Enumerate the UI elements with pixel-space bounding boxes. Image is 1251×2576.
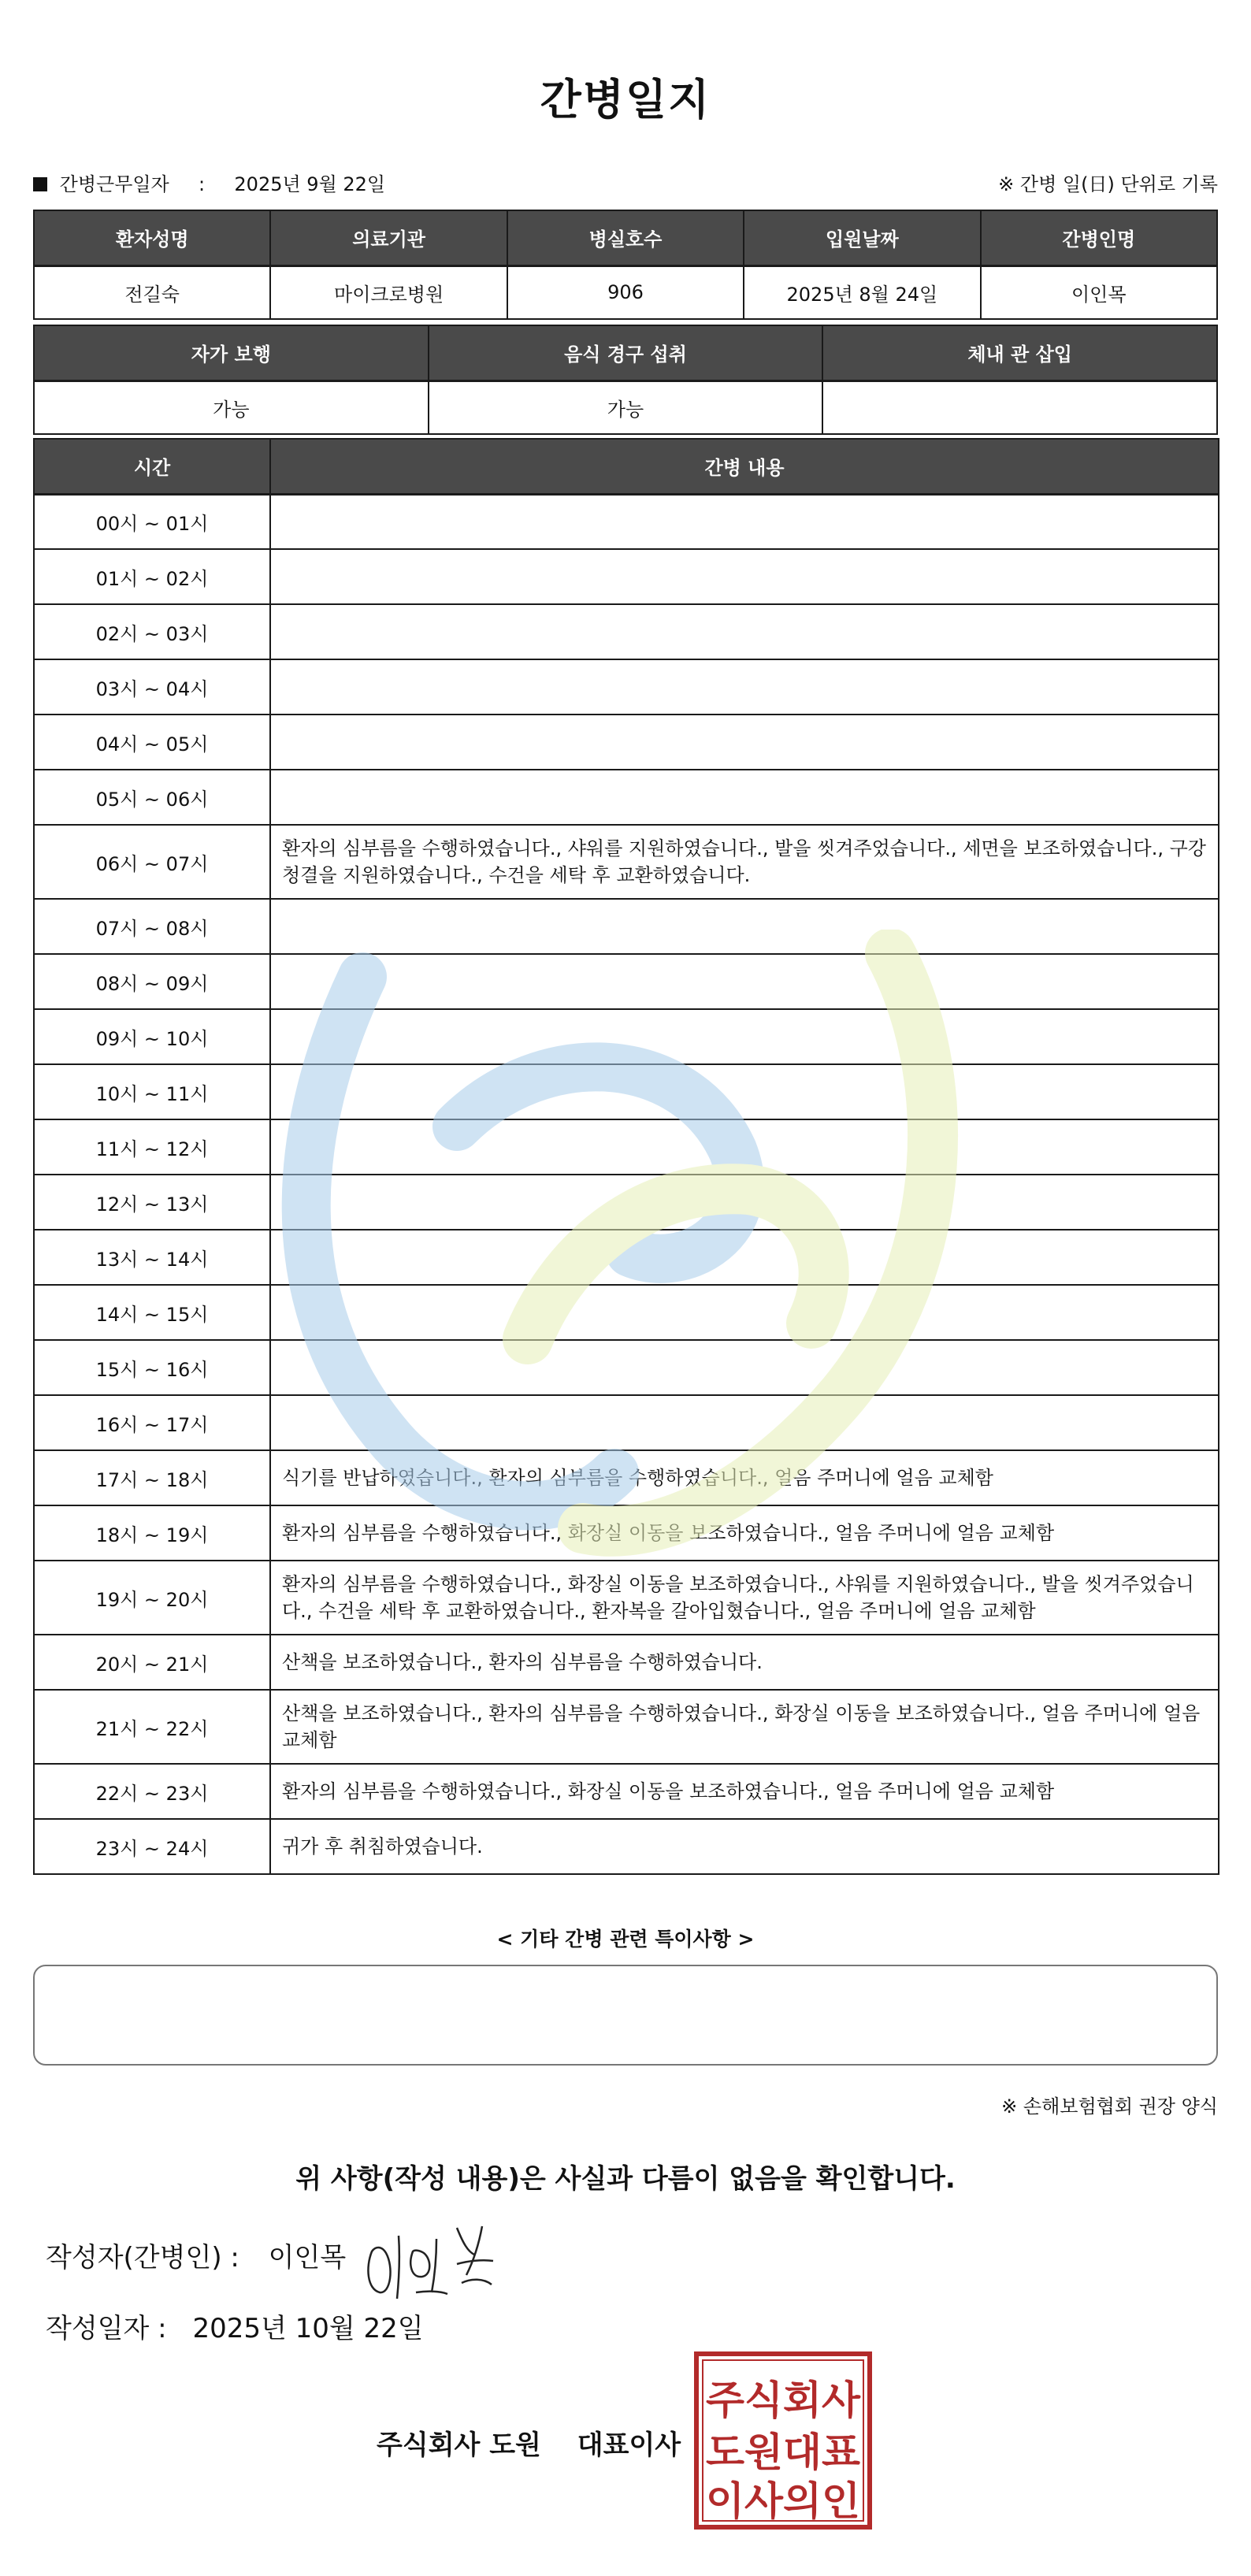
work-date <box>33 169 385 196</box>
row-content: 환자의 심부름을 수행하였습니다., 샤워를 지원하였습니다., 발을 씻겨주었습니다., 세면을 보조하였습니다., 구강청결을 지원하였습니다., 수건을 세탁 후 교환하였습니다. <box>270 825 1219 899</box>
writer-line <box>46 2236 346 2274</box>
admission-date: 2025년 8월 24일 <box>744 265 980 319</box>
row-time: 20시 ~ 21시 <box>34 1635 270 1690</box>
tube-insertion-value <box>822 380 1217 434</box>
table-row <box>34 1119 1219 1175</box>
row-content <box>270 549 1219 604</box>
table-row <box>34 1340 1219 1395</box>
row-content: 환자의 심부름을 수행하였습니다., 화장실 이동을 보조하였습니다., 얼음 주머니에 얼음 교체함 <box>270 1505 1219 1561</box>
patient-info-table <box>33 210 1218 320</box>
header-walking: 자가 보행 <box>34 325 429 380</box>
work-date-separator: : <box>199 173 206 195</box>
special-notes-box <box>33 1965 1218 2066</box>
company-seal-stamp <box>693 2351 873 2530</box>
row-time: 06시 ~ 07시 <box>34 825 270 899</box>
row-content <box>270 1230 1219 1285</box>
row-content <box>270 1009 1219 1064</box>
table-row <box>34 659 1219 715</box>
row-content <box>270 1175 1219 1230</box>
row-content: 환자의 심부름을 수행하였습니다., 화장실 이동을 보조하였습니다., 샤워를 지원하였습니다., 발을 씻겨주었습니다., 수건을 세탁 후 교환하였습니다., 환자복을 갈아입혔습니다., 얼음 주머니에 얼음 교체함 <box>270 1561 1219 1635</box>
row-time: 05시 ~ 06시 <box>34 770 270 825</box>
table-row <box>34 1009 1219 1064</box>
table-row <box>34 1285 1219 1340</box>
row-content <box>270 1285 1219 1340</box>
table-row <box>34 1635 1219 1690</box>
hospital-name: 마이크로병원 <box>270 265 507 319</box>
row-time: 01시 ~ 02시 <box>34 549 270 604</box>
row-time: 19시 ~ 20시 <box>34 1561 270 1635</box>
row-time: 15시 ~ 16시 <box>34 1340 270 1395</box>
row-content <box>270 954 1219 1009</box>
row-content: 산책을 보조하였습니다., 환자의 심부름을 수행하였습니다. <box>270 1635 1219 1690</box>
row-content: 환자의 심부름을 수행하였습니다., 화장실 이동을 보조하였습니다., 얼음 주머니에 얼음 교체함 <box>270 1764 1219 1819</box>
document-title: 간병일지 <box>540 75 711 124</box>
header-care-content: 간병 내용 <box>270 439 1219 494</box>
header-time: 시간 <box>34 439 270 494</box>
writer-label: 작성자(간병인) : <box>46 2242 239 2273</box>
row-time: 13시 ~ 14시 <box>34 1230 270 1285</box>
table-row <box>34 1064 1219 1119</box>
table-row <box>34 1505 1219 1561</box>
row-content <box>270 1395 1219 1450</box>
row-time: 07시 ~ 08시 <box>34 899 270 954</box>
company-name: 주식회사 도원 <box>377 2429 541 2461</box>
row-content: 귀가 후 취침하였습니다. <box>270 1819 1219 1874</box>
table-row <box>34 899 1219 954</box>
row-time: 09시 ~ 10시 <box>34 1009 270 1064</box>
header-tube-insertion: 체내 관 삽입 <box>822 325 1217 380</box>
row-content: 산책을 보조하였습니다., 환자의 심부름을 수행하였습니다., 화장실 이동을 보조하였습니다., 얼음 주머니에 얼음 교체함 <box>270 1690 1219 1764</box>
seal-text-line: 도원대표 <box>706 2429 861 2475</box>
row-time: 08시 ~ 09시 <box>34 954 270 1009</box>
table-row <box>34 1175 1219 1230</box>
row-time: 02시 ~ 03시 <box>34 604 270 659</box>
table-row <box>34 494 1219 549</box>
abilities-table <box>33 325 1218 435</box>
company-line <box>377 2423 681 2462</box>
row-time: 04시 ~ 05시 <box>34 715 270 770</box>
patient-name: 전길숙 <box>34 265 270 319</box>
table-row <box>34 1561 1219 1635</box>
oral-intake-value: 가능 <box>429 380 823 434</box>
row-content <box>270 770 1219 825</box>
header-hospital: 의료기관 <box>270 210 507 265</box>
square-bullet-icon <box>33 177 47 191</box>
row-content <box>270 1064 1219 1119</box>
row-content: 식기를 반납하였습니다., 환자의 심부름을 수행하였습니다., 얼음 주머니에 얼음 교체함 <box>270 1450 1219 1505</box>
row-content <box>270 1340 1219 1395</box>
row-content <box>270 604 1219 659</box>
table-row <box>34 954 1219 1009</box>
table-row <box>34 1395 1219 1450</box>
table-row <box>34 549 1219 604</box>
recommend-note: ※ 손해보험협회 권장 양식 <box>1001 2095 1218 2118</box>
row-time: 11시 ~ 12시 <box>34 1119 270 1175</box>
row-time: 22시 ~ 23시 <box>34 1764 270 1819</box>
row-time: 14시 ~ 15시 <box>34 1285 270 1340</box>
seal-text-line: 이사의인 <box>706 2478 860 2524</box>
row-content <box>270 715 1219 770</box>
row-time: 23시 ~ 24시 <box>34 1819 270 1874</box>
table-row <box>34 1819 1219 1874</box>
row-content <box>270 494 1219 549</box>
row-content <box>270 899 1219 954</box>
special-notes-title: < 기타 간병 관련 특이사항 > <box>496 1928 755 1951</box>
room-number: 906 <box>507 265 744 319</box>
row-time: 17시 ~ 18시 <box>34 1450 270 1505</box>
header-oral-intake: 음식 경구 섭취 <box>429 325 823 380</box>
row-time: 10시 ~ 11시 <box>34 1064 270 1119</box>
header-room: 병실호수 <box>507 210 744 265</box>
table-row <box>34 1230 1219 1285</box>
table-row <box>34 770 1219 825</box>
walking-value: 가능 <box>34 380 429 434</box>
header-patient-name: 환자성명 <box>34 210 270 265</box>
table-row <box>34 715 1219 770</box>
confirmation-statement: 위 사항(작성 내용)은 사실과 다름이 없음을 확인합니다. <box>295 2163 956 2195</box>
seal-text-line: 주식회사 <box>706 2377 861 2423</box>
row-time: 16시 ~ 17시 <box>34 1395 270 1450</box>
work-date-label: 간병근무일자 <box>59 173 169 195</box>
table-row <box>34 1450 1219 1505</box>
company-role: 대표이사 <box>577 2429 681 2461</box>
row-content <box>270 1119 1219 1175</box>
table-row <box>34 1690 1219 1764</box>
written-date-label: 작성일자 : <box>46 2313 167 2344</box>
table-row <box>34 1764 1219 1819</box>
writer-name: 이인목 <box>268 2242 347 2273</box>
written-date-line <box>46 2307 424 2345</box>
header-admission-date: 입원날짜 <box>744 210 980 265</box>
care-log-table <box>33 438 1219 1875</box>
header-caregiver: 간병인명 <box>981 210 1217 265</box>
work-date-value: 2025년 9월 22일 <box>234 173 386 195</box>
unit-note: ※ 간병 일(日) 단위로 기록 <box>998 173 1218 195</box>
row-time: 00시 ~ 01시 <box>34 494 270 549</box>
table-row <box>34 825 1219 899</box>
written-date-value: 2025년 10월 22일 <box>192 2313 424 2344</box>
row-time: 03시 ~ 04시 <box>34 659 270 715</box>
row-time: 21시 ~ 22시 <box>34 1690 270 1764</box>
handwritten-signature <box>364 2220 498 2307</box>
row-time: 12시 ~ 13시 <box>34 1175 270 1230</box>
caregiver-name: 이인목 <box>981 265 1217 319</box>
row-content <box>270 659 1219 715</box>
table-row <box>34 604 1219 659</box>
row-time: 18시 ~ 19시 <box>34 1505 270 1561</box>
